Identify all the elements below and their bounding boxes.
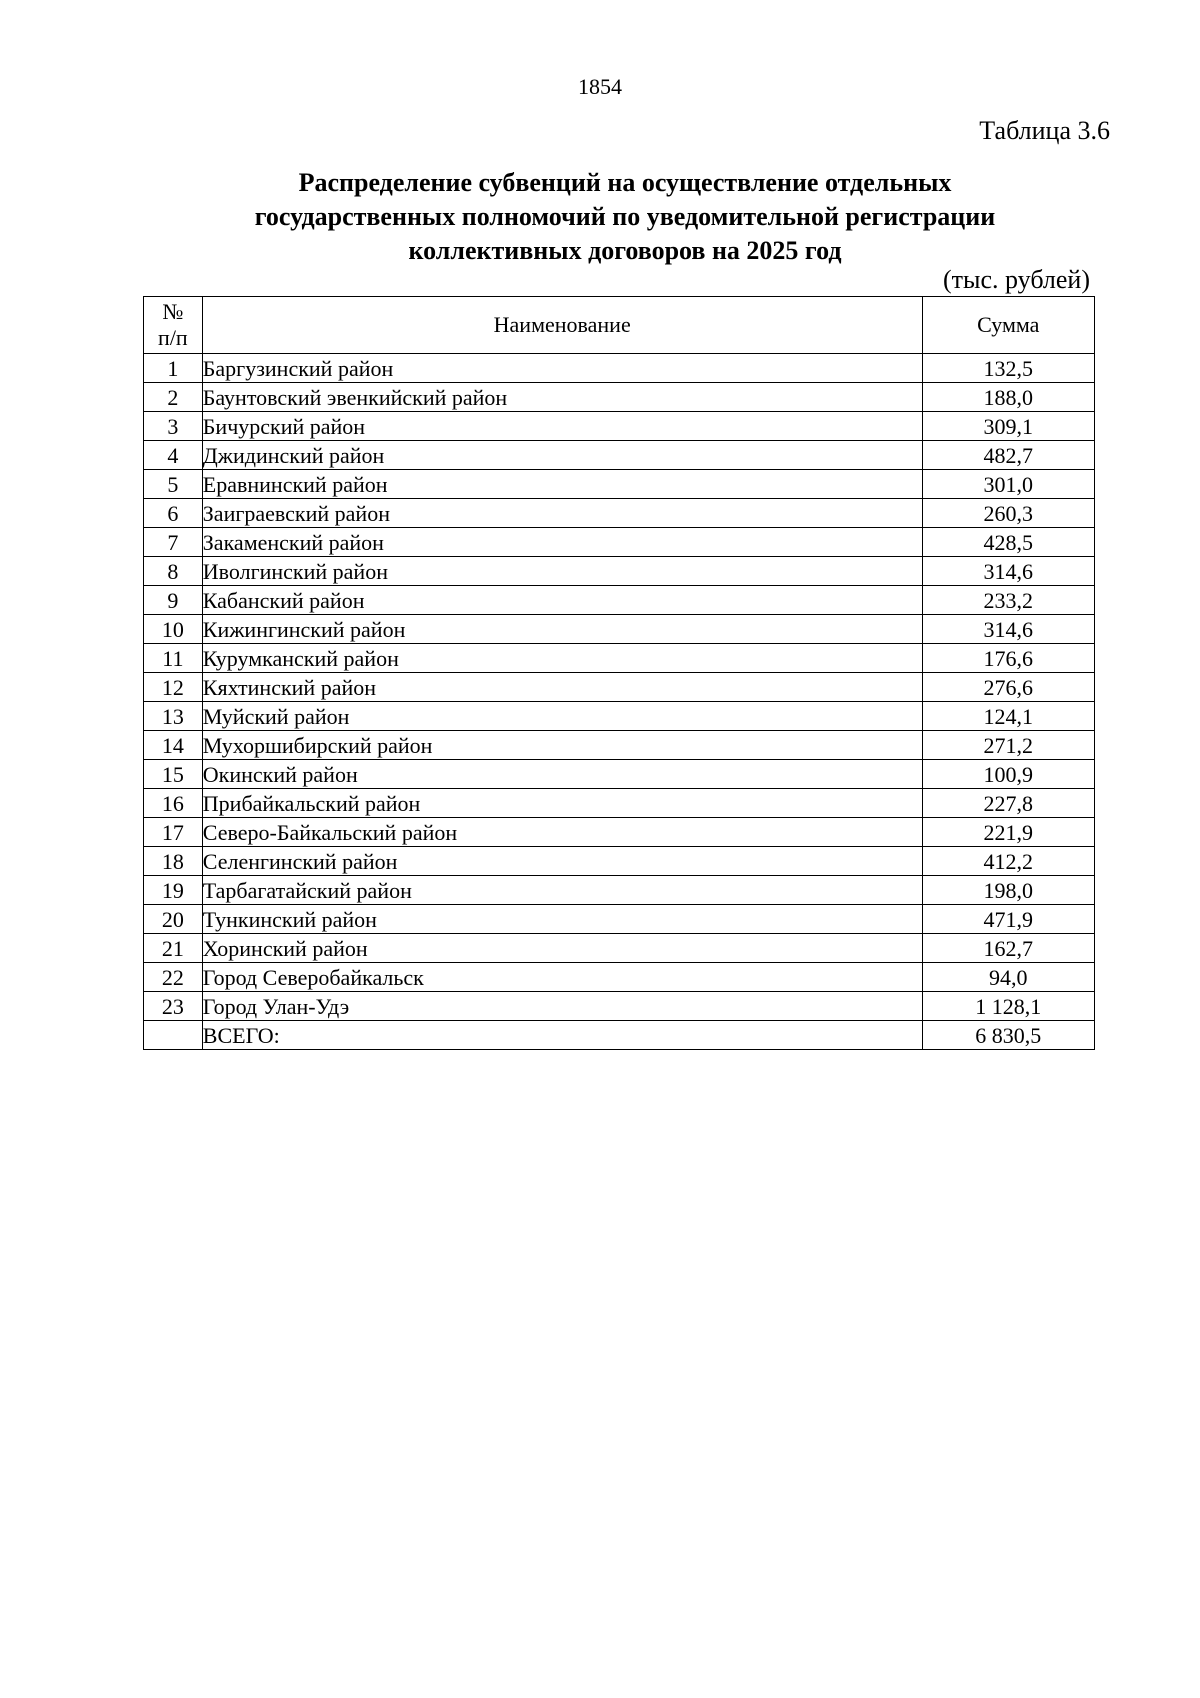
row-number: 11 <box>144 644 203 673</box>
row-sum: 124,1 <box>922 702 1094 731</box>
row-number: 1 <box>144 354 203 383</box>
title-line-3: коллективных договоров на 2025 год <box>408 236 842 265</box>
row-sum: 482,7 <box>922 441 1094 470</box>
row-number: 19 <box>144 876 203 905</box>
row-sum: 221,9 <box>922 818 1094 847</box>
table-row <box>144 818 1095 847</box>
row-number: 14 <box>144 731 203 760</box>
row-number: 9 <box>144 586 203 615</box>
row-sum: 100,9 <box>922 760 1094 789</box>
row-number: 13 <box>144 702 203 731</box>
row-sum: 6 830,5 <box>922 1021 1094 1050</box>
page-number: 1854 <box>578 74 622 99</box>
row-name: Кяхтинский район <box>202 673 922 702</box>
row-name: Кижингинский район <box>202 615 922 644</box>
table-label: Таблица 3.6 <box>979 116 1110 145</box>
table-row <box>144 383 1095 412</box>
subsidy-table <box>143 296 1095 1050</box>
row-sum: 412,2 <box>922 847 1094 876</box>
row-number <box>144 1021 203 1050</box>
table-header-row <box>144 297 1095 354</box>
row-number: 20 <box>144 905 203 934</box>
table-row <box>144 528 1095 557</box>
row-name: ВСЕГО: <box>202 1021 922 1050</box>
table-body <box>144 354 1095 1050</box>
row-number: 18 <box>144 847 203 876</box>
row-sum: 132,5 <box>922 354 1094 383</box>
row-number: 5 <box>144 470 203 499</box>
table-row <box>144 876 1095 905</box>
table-row <box>144 992 1095 1021</box>
header-sum: Сумма <box>922 297 1094 354</box>
row-name: Бичурский район <box>202 412 922 441</box>
row-name: Хоринский район <box>202 934 922 963</box>
header-name: Наименование <box>202 297 922 354</box>
table-row <box>144 354 1095 383</box>
row-name: Прибайкальский район <box>202 789 922 818</box>
row-name: Муйский район <box>202 702 922 731</box>
row-name: Мухоршибирский район <box>202 731 922 760</box>
table-row <box>144 760 1095 789</box>
row-name: Окинский район <box>202 760 922 789</box>
table-row <box>144 731 1095 760</box>
row-sum: 314,6 <box>922 615 1094 644</box>
row-name: Заиграевский район <box>202 499 922 528</box>
row-name: Баунтовский эвенкийский район <box>202 383 922 412</box>
row-sum: 94,0 <box>922 963 1094 992</box>
row-name: Еравнинский район <box>202 470 922 499</box>
row-name: Джидинский район <box>202 441 922 470</box>
row-name: Северо-Байкальский район <box>202 818 922 847</box>
row-name: Селенгинский район <box>202 847 922 876</box>
row-name: Город Северобайкальск <box>202 963 922 992</box>
table-row <box>144 847 1095 876</box>
row-number: 12 <box>144 673 203 702</box>
row-sum: 314,6 <box>922 557 1094 586</box>
row-sum: 227,8 <box>922 789 1094 818</box>
table-row <box>144 412 1095 441</box>
row-sum: 198,0 <box>922 876 1094 905</box>
row-name: Кабанский район <box>202 586 922 615</box>
row-number: 23 <box>144 992 203 1021</box>
row-number: 3 <box>144 412 203 441</box>
row-number: 21 <box>144 934 203 963</box>
row-name: Город Улан-Удэ <box>202 992 922 1021</box>
table-row <box>144 905 1095 934</box>
table-row <box>144 441 1095 470</box>
row-sum: 309,1 <box>922 412 1094 441</box>
row-number: 15 <box>144 760 203 789</box>
row-number: 6 <box>144 499 203 528</box>
row-number: 4 <box>144 441 203 470</box>
table-row <box>144 673 1095 702</box>
row-sum: 1 128,1 <box>922 992 1094 1021</box>
row-sum: 276,6 <box>922 673 1094 702</box>
row-number: 7 <box>144 528 203 557</box>
table-row <box>144 702 1095 731</box>
table-row <box>144 470 1095 499</box>
table-total-row <box>144 1021 1095 1050</box>
table-row <box>144 586 1095 615</box>
title-line-1: Распределение субвенций на осуществление отдельных <box>298 168 952 197</box>
document-title <box>160 166 1090 268</box>
title-line-2: государственных полномочий по уведомительной регистрации <box>254 202 996 231</box>
table-row <box>144 963 1095 992</box>
table-row <box>144 789 1095 818</box>
row-name: Иволгинский район <box>202 557 922 586</box>
header-num-line2: п/п <box>158 325 188 350</box>
row-number: 10 <box>144 615 203 644</box>
header-num-line1: № <box>162 299 184 324</box>
row-sum: 428,5 <box>922 528 1094 557</box>
row-sum: 301,0 <box>922 470 1094 499</box>
row-number: 17 <box>144 818 203 847</box>
row-name: Баргузинский район <box>202 354 922 383</box>
row-name: Закаменский район <box>202 528 922 557</box>
header-num <box>144 297 203 354</box>
row-sum: 176,6 <box>922 644 1094 673</box>
row-sum: 260,3 <box>922 499 1094 528</box>
row-number: 2 <box>144 383 203 412</box>
row-name: Тункинский район <box>202 905 922 934</box>
row-name: Тарбагатайский район <box>202 876 922 905</box>
row-number: 22 <box>144 963 203 992</box>
row-number: 16 <box>144 789 203 818</box>
row-sum: 162,7 <box>922 934 1094 963</box>
table-row <box>144 644 1095 673</box>
table-row <box>144 934 1095 963</box>
table-row <box>144 499 1095 528</box>
table-row <box>144 615 1095 644</box>
row-name: Курумканский район <box>202 644 922 673</box>
table-row <box>144 557 1095 586</box>
row-sum: 188,0 <box>922 383 1094 412</box>
row-sum: 471,9 <box>922 905 1094 934</box>
row-sum: 271,2 <box>922 731 1094 760</box>
units-label: (тыс. рублей) <box>942 265 1090 294</box>
row-sum: 233,2 <box>922 586 1094 615</box>
row-number: 8 <box>144 557 203 586</box>
